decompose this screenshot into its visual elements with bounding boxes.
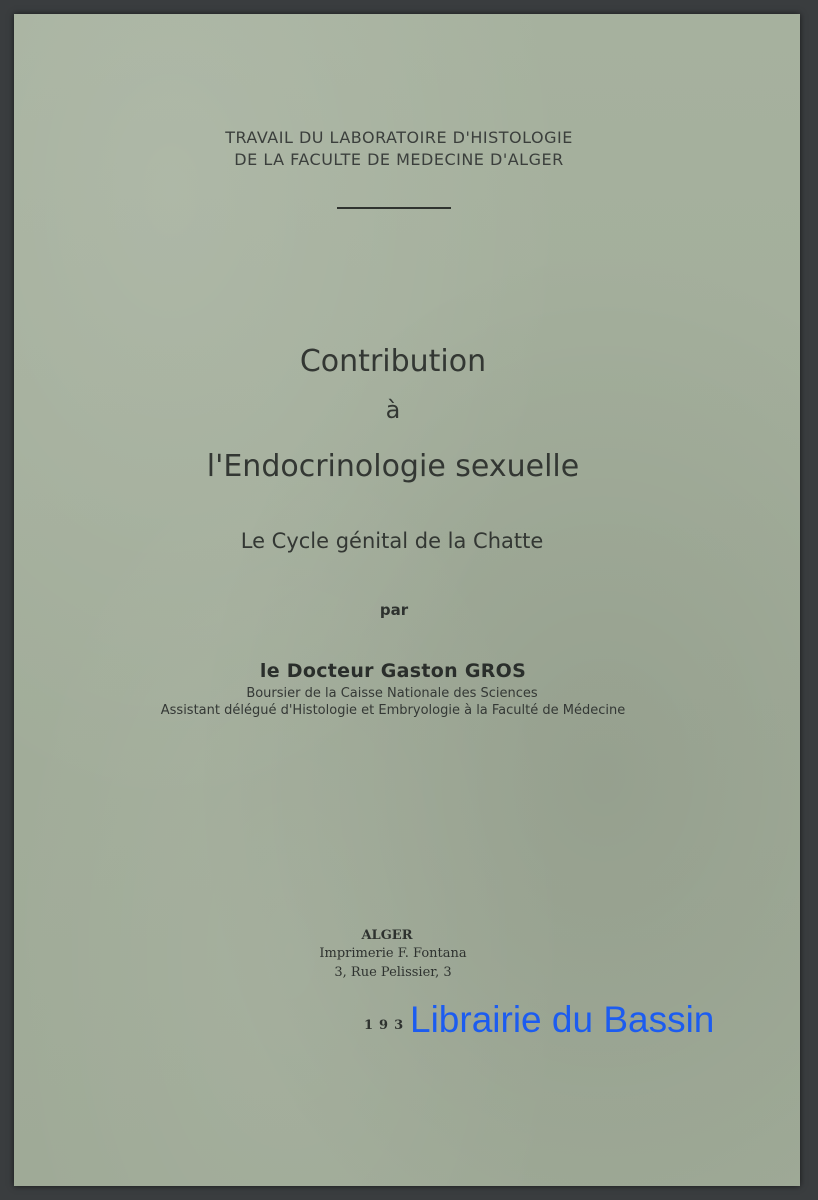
publication-year: 193 <box>364 1018 410 1033</box>
author-affiliation-1: Boursier de la Caisse Nationale des Sciences <box>246 686 538 701</box>
publisher-address: 3, Rue Pelissier, 3 <box>334 965 452 980</box>
publisher-city: ALGER <box>361 928 413 943</box>
by-label: par <box>379 601 409 619</box>
author-affiliation-2: Assistant délégué d'Histologie et Embryologie à la Faculté de Médecine <box>160 703 626 718</box>
watermark: Librairie du Bassin <box>410 999 715 1040</box>
title-line-1: Contribution <box>299 344 487 379</box>
title-line-3: l'Endocrinologie sexuelle <box>206 449 580 484</box>
laboratory-line-1: TRAVAIL DU LABORATOIRE D'HISTOLOGIE <box>225 128 573 147</box>
laboratory-line-2: DE LA FACULTE DE MEDECINE D'ALGER <box>234 150 564 169</box>
author-name: le Docteur Gaston GROS <box>259 660 527 682</box>
publisher-printer: Imprimerie F. Fontana <box>319 946 467 961</box>
title-line-2: à <box>385 396 401 424</box>
book-cover <box>14 14 800 1186</box>
divider-rule <box>337 207 451 209</box>
subtitle: Le Cycle génital de la Chatte <box>240 529 544 553</box>
